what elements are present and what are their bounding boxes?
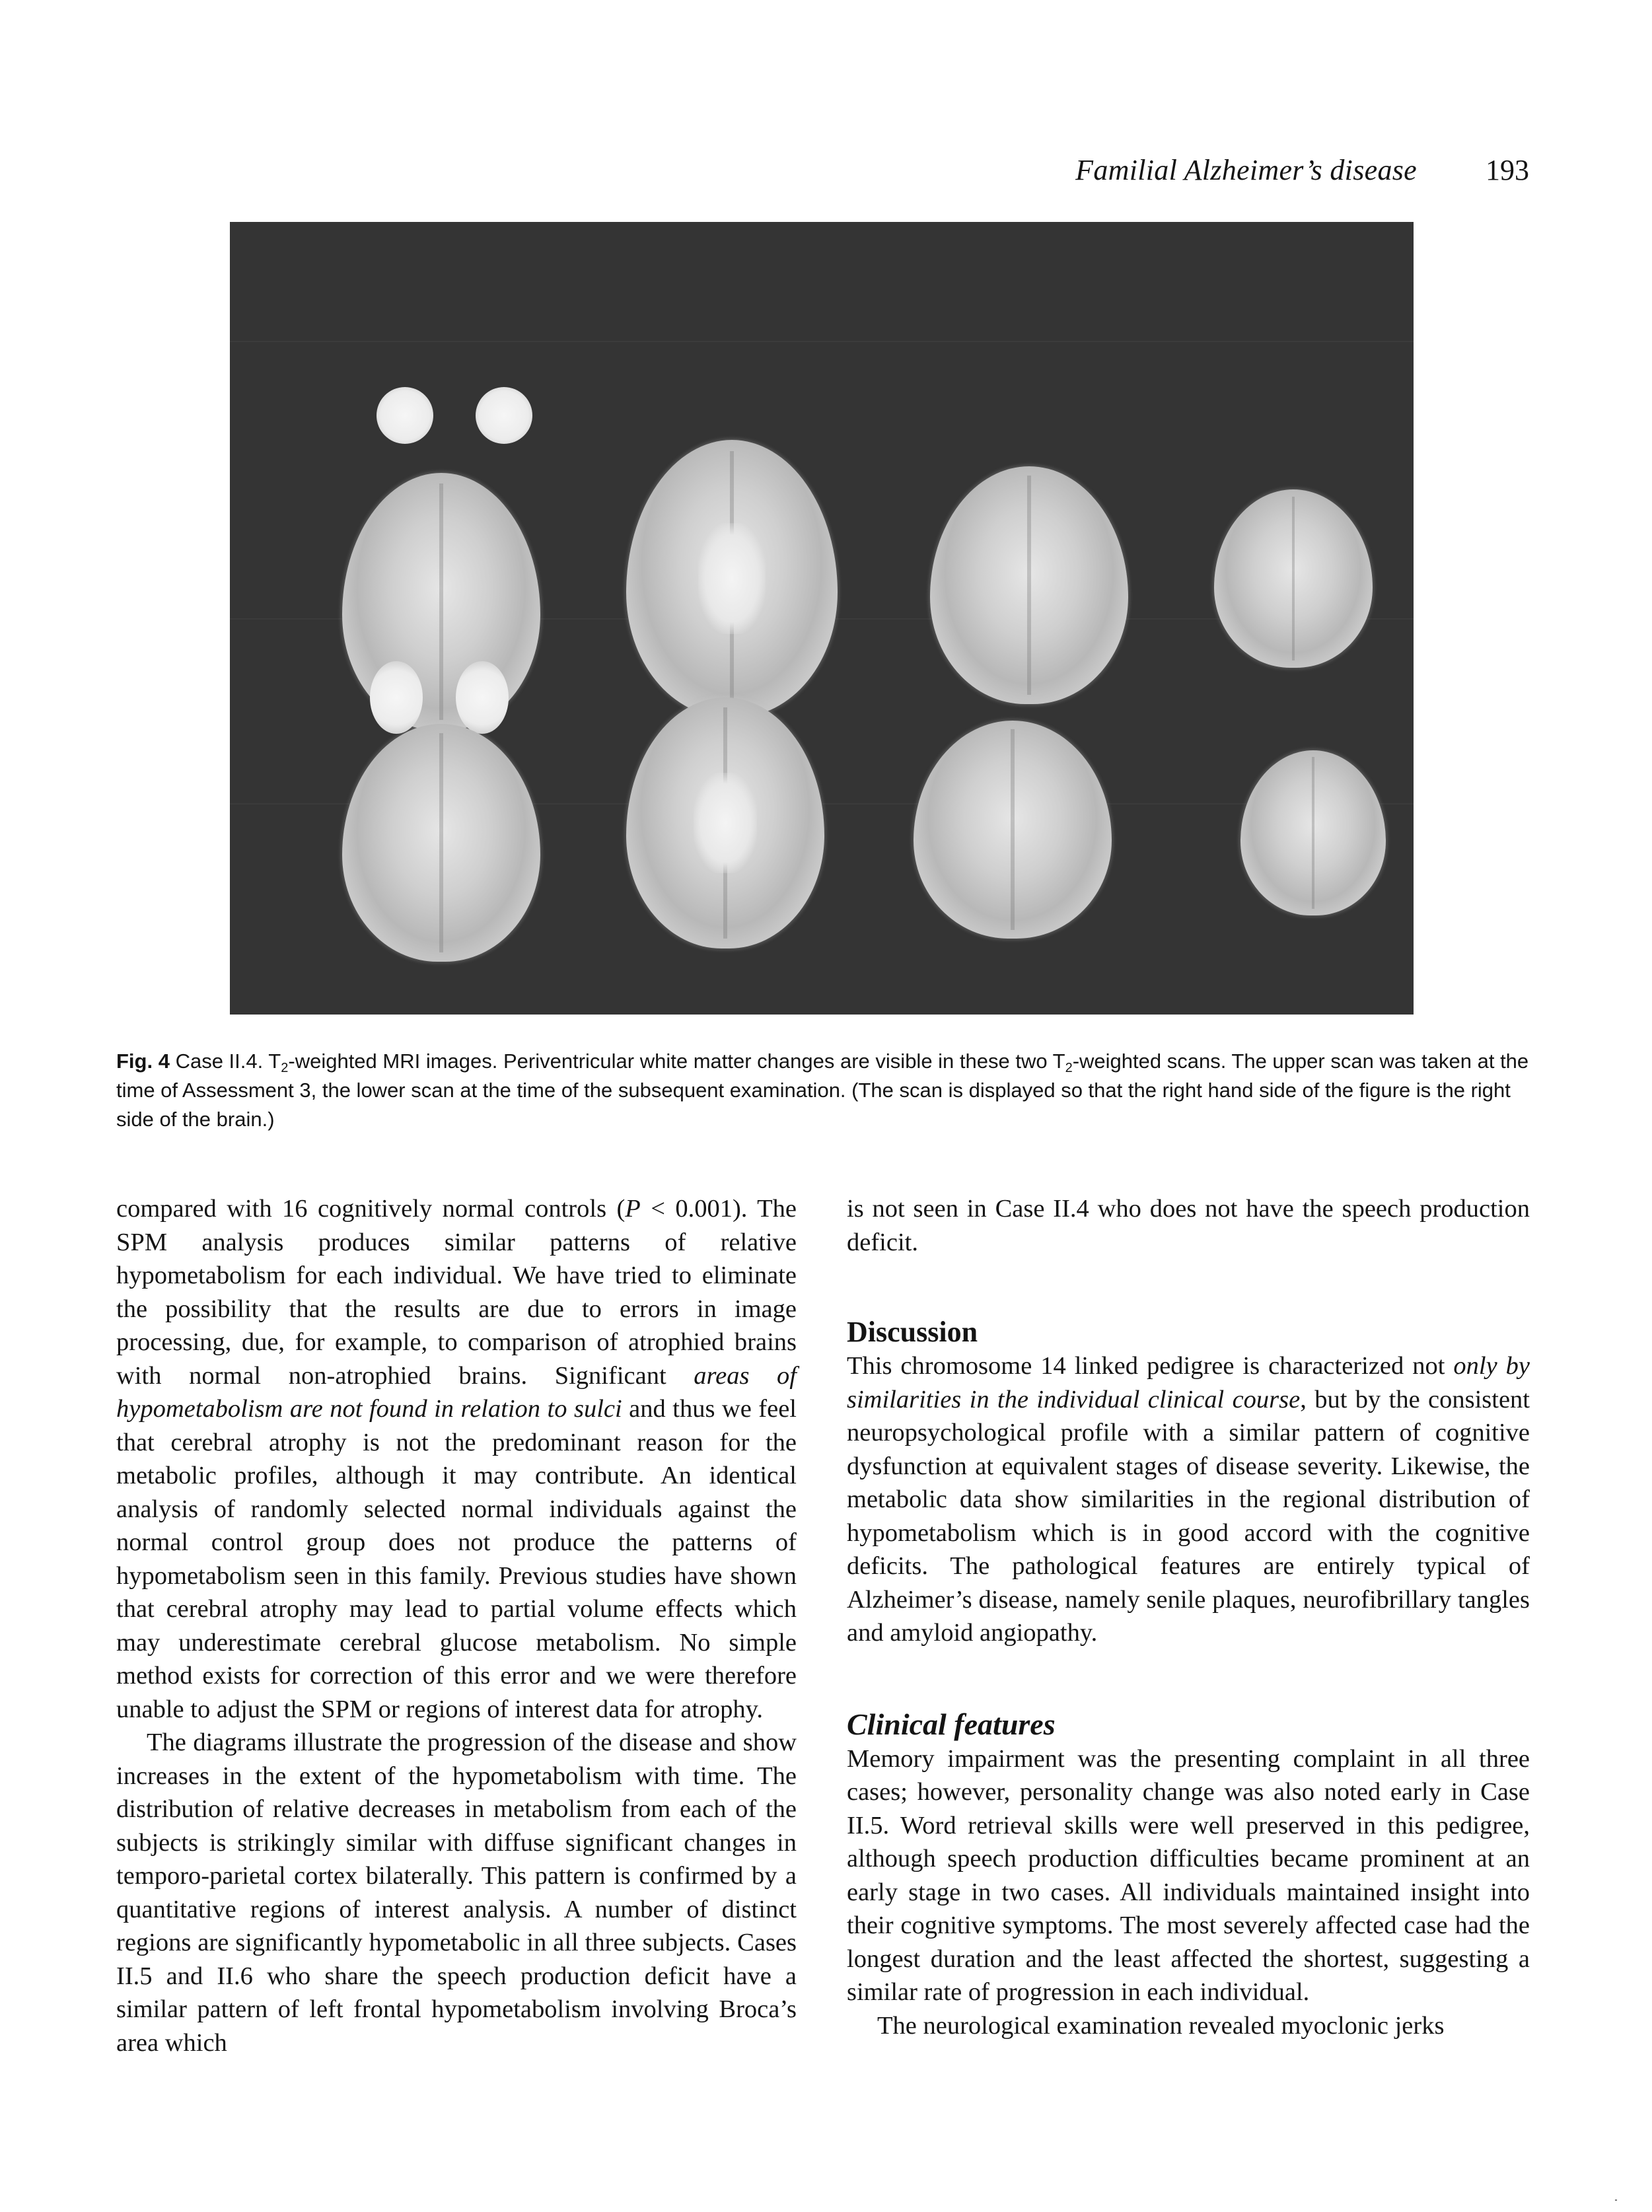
subscript: 2 (281, 1061, 289, 1075)
text: < 0.001). The SPM analysis produces similar patterns of relative hypometabolism for each individual. We have tried to eliminate the possibility that the results are due to errors in image processing, due, for example, to comparison of atrophied brains with normal non-atrophied brains. Significant (116, 1195, 797, 1390)
running-head-title: Familial Alzheimer’s disease (1075, 154, 1417, 186)
right-column (847, 1192, 1530, 2042)
text: and thus we feel that cerebral atrophy is not the predominant reason for the metabolic profiles, although it may contribute. An identical analysis of randomly selected normal individuals against the normal control group does not produce the patterns of hypometabolism seen in this family. Previous studies have shown that cerebral atrophy may lead to partial volume effects which may underestimate cerebral glucose metabolism. No simple method exists for correction of this error and we were therefore unable to adjust the SPM or regions of interest data for atrophy. (116, 1395, 797, 1723)
mri-slice-lower-1 (342, 724, 540, 962)
section-heading-clinical-features: Clinical features (847, 1707, 1056, 1741)
caption-text: -weighted scans. The upper scan was taken at the time of Assessment 3, the lower scan at the time of the subsequent examination. (The scan is displayed so that the right hand side of the figure is the right side of the brain.) (116, 1050, 1529, 1131)
text: compared with 16 cognitively normal controls ( (116, 1195, 626, 1223)
figure-label: Fig. 4 (116, 1050, 170, 1073)
paragraph: Memory impairment was the presenting complaint in all three cases; however, personality change was also noted early in Case II.5. Word retrieval skills were well preserved in this pedigree, although speech production difficulties became prominent at an early stage in two cases. All individuals maintained insight into their cognitive symptoms. The most severely affected case had the longest duration and the least affected the shortest, suggesting a similar rate of progression in each individual. (847, 1744, 1530, 2006)
caption-text: -weighted MRI images. Periventricular white matter changes are visible in these two T (288, 1050, 1065, 1073)
mri-slice-upper-4 (1214, 489, 1373, 668)
paragraph: is not seen in Case II.4 who does not have the speech production deficit. (847, 1195, 1530, 1256)
mri-orbit-right-upper (476, 387, 532, 444)
mri-slice-upper-2 (626, 440, 838, 717)
section-heading-discussion: Discussion (847, 1316, 978, 1348)
text: , but by the consistent neuropsychological profile with a similar pattern of cognitive dysfunction at equivalent stages of disease severity. Likewise, the metabolic data show similarities in the regional distribution of hypometabolism which is in good accord with the cognitive deficits. The pathological features are entirely typical of Alzheimer’s disease, namely senile plaques, neurofibrillary tangles and amyloid angiopathy. (847, 1385, 1530, 1647)
mri-slice-lower-2 (626, 697, 824, 948)
text: This chromosome 14 linked pedigree is characterized not (847, 1352, 1454, 1380)
scan-artifact-line (230, 341, 1414, 342)
paragraph (116, 1192, 797, 1726)
mri-slice-lower-4 (1240, 750, 1386, 915)
paragraph (847, 1349, 1530, 1650)
mri-orbit-left-upper (377, 387, 433, 444)
text-italic: P (625, 1195, 641, 1223)
paragraph: The diagrams illustrate the progression of the disease and show increases in the extent of the hypometabolism with time. The distribution of relative decreases in metabolism from each of the subjects is strikingly similar with diffuse significant changes in temporo-parietal cortex bilaterally. This pattern is confirmed by a quantitative regions of interest analysis. A number of distinct regions are significantly hypometabolic in all three subjects. Cases II.5 and II.6 who share the speech production deficit have a similar pattern of left frontal hypometabolism involving Broca’s area which (116, 1729, 797, 2057)
text-italic: areas of hypometabolism are not found in relation to sulci (116, 1361, 797, 1423)
mri-slice-lower-3 (914, 721, 1112, 939)
mri-figure (230, 222, 1414, 1015)
left-column (116, 1192, 797, 2059)
subscript: 2 (1065, 1061, 1073, 1075)
text-italic: only by similarities in the individual clinical course (847, 1352, 1530, 1413)
page-number: 193 (1486, 154, 1529, 186)
figure-caption (116, 1047, 1530, 1134)
paragraph: The neurological examination revealed myoclonic jerks (877, 2011, 1445, 2040)
caption-text: Case II.4. T (175, 1050, 281, 1073)
mri-slice-upper-3 (930, 466, 1128, 704)
mri-orbit-right-lower (456, 661, 509, 734)
scan-speck (1615, 2199, 1617, 2201)
running-head (859, 153, 1529, 193)
mri-orbit-left-lower (370, 661, 423, 734)
